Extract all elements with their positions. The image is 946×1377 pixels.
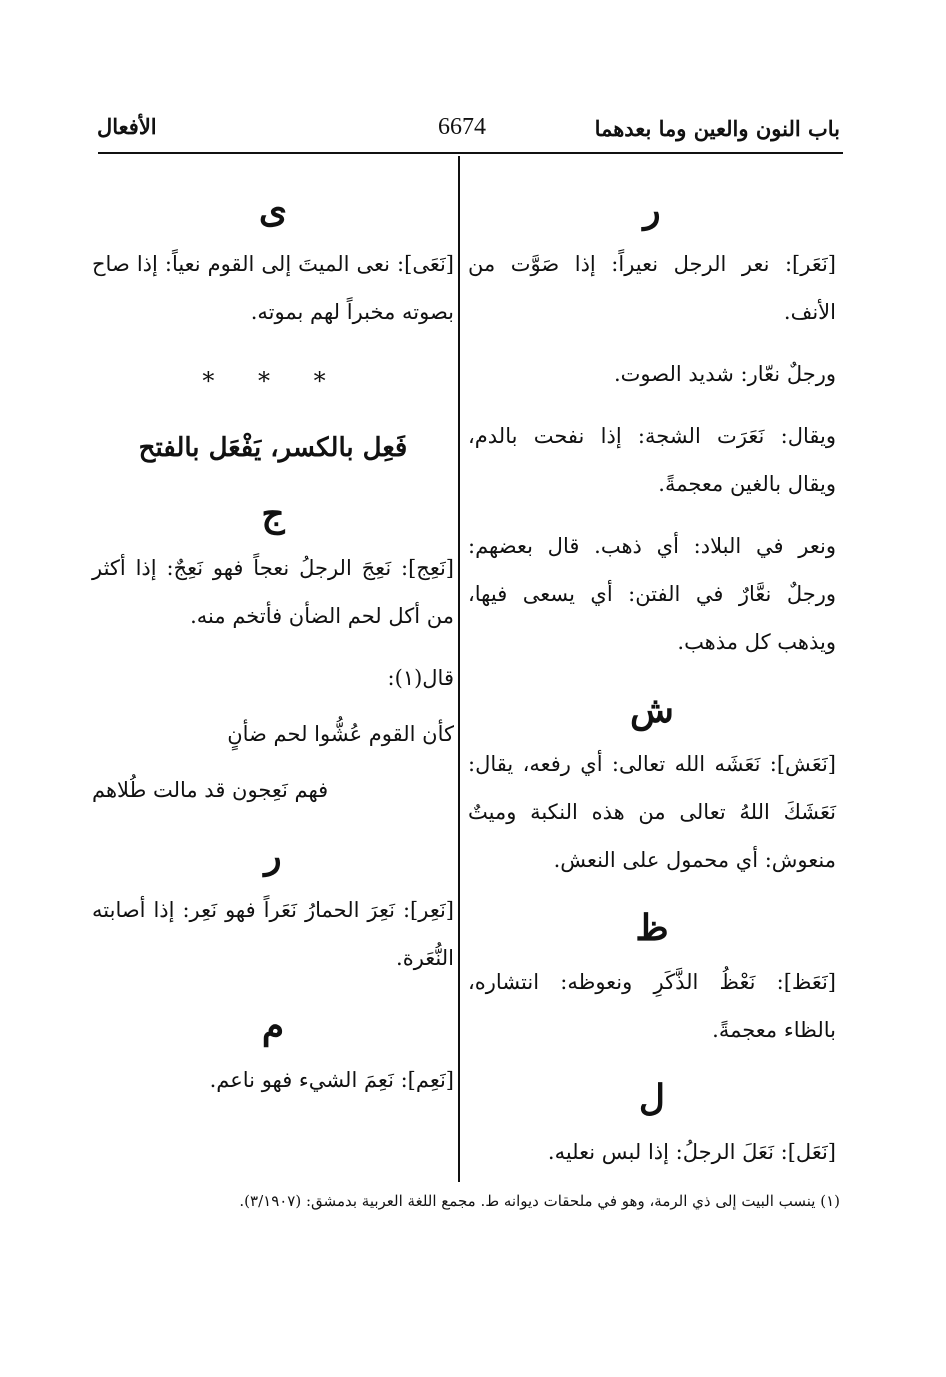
- section-letter-r: ر: [643, 189, 661, 231]
- chapter-title: فَعِل بالكسر، يَفْعَل بالفتح: [138, 433, 408, 463]
- entry-naal: [نَعَل]: نَعَلَ الرجلُ: إذا لبس نعليه.: [547, 1140, 836, 1164]
- entry-naa: [نَعَى]: نعى الميتَ إلى القوم نعياً: إذا صاح بصوته مخبراً لهم بموته.: [92, 252, 454, 324]
- section-letter-z: ظ: [635, 907, 669, 949]
- section-letter-m: م: [261, 1005, 285, 1047]
- entry-naij: [نَعِج]: نَعِجَ الرجلُ نعجاً فهو نَعِجٌ: إذا أكثر من أكل لحم الضأن فأتخم منه.: [92, 556, 454, 628]
- page-header: [95, 112, 840, 152]
- section-letter-sh: ش: [630, 689, 674, 731]
- verse-line-1: كأن القوم عُشُّوا لحم ضأنٍ: [227, 722, 454, 746]
- header-rule: [98, 152, 843, 154]
- entry-qal: قال(١):: [387, 666, 454, 690]
- footnote: (١) ينسب البيت إلى ذي الرمة، وهو في ملحقات ديوانه ط. مجمع اللغة العربية بدمشق: (٣/١٩٠٧).: [239, 1192, 840, 1210]
- chapter-heading: باب النون والعين وما بعدهما: [594, 116, 840, 141]
- entry-nair: [نَعِر]: نَعِرَ الحمارُ نَعَراً فهو نَعِر: إذا أصابته النُّعَرة.: [92, 898, 454, 970]
- right-column: [468, 180, 836, 1190]
- section-heading: الأفعال: [97, 114, 157, 139]
- entry-naar-4: ونعر في البلاد: أي ذهب. قال بعضهم: ورجلٌ نعَّارٌ في الفتن: أي يسعى فيها، ويذهب كل مذهب.: [468, 534, 836, 654]
- section-letter-l: ل: [638, 1077, 666, 1119]
- column-divider: [458, 156, 460, 1182]
- entry-naash: [نَعَش]: نَعَشَه الله تعالى: أي رفعه، يقال: نَعَشَكَ اللهُ تعالى من هذه النكبة وميتٌ منعوش: أي محمول على النعش.: [468, 752, 836, 872]
- entry-naim: [نَعِم]: نَعِمَ الشيء فهو ناعم.: [209, 1068, 454, 1092]
- section-letter-y: ى: [258, 189, 288, 231]
- entry-naar: [نَعَر]: نعر الرجل نعيراً: إذا صَوَّت من الأنف.: [468, 252, 836, 324]
- section-letter-j: ج: [261, 493, 285, 535]
- section-letter-r2: ر: [264, 835, 282, 877]
- entry-naar-3: ويقال: نَعَرَت الشجة: إذا نفحت بالدم، ويقال بالغين معجمةً.: [468, 424, 836, 496]
- entry-naar-2: ورجلٌ نعّار: شديد الصوت.: [613, 362, 836, 386]
- verse-line-2: فهم نَعِجون قد مالت طُلاهم: [92, 778, 329, 802]
- section-separator: * * *: [202, 367, 344, 395]
- page-number: 6674: [438, 114, 486, 140]
- left-column: [92, 180, 454, 1118]
- entry-naaz: [نَعَظ]: نَعْظُ الذَّكَرِ ونعوظه: انتشاره، بالظاء معجمةً.: [468, 970, 836, 1042]
